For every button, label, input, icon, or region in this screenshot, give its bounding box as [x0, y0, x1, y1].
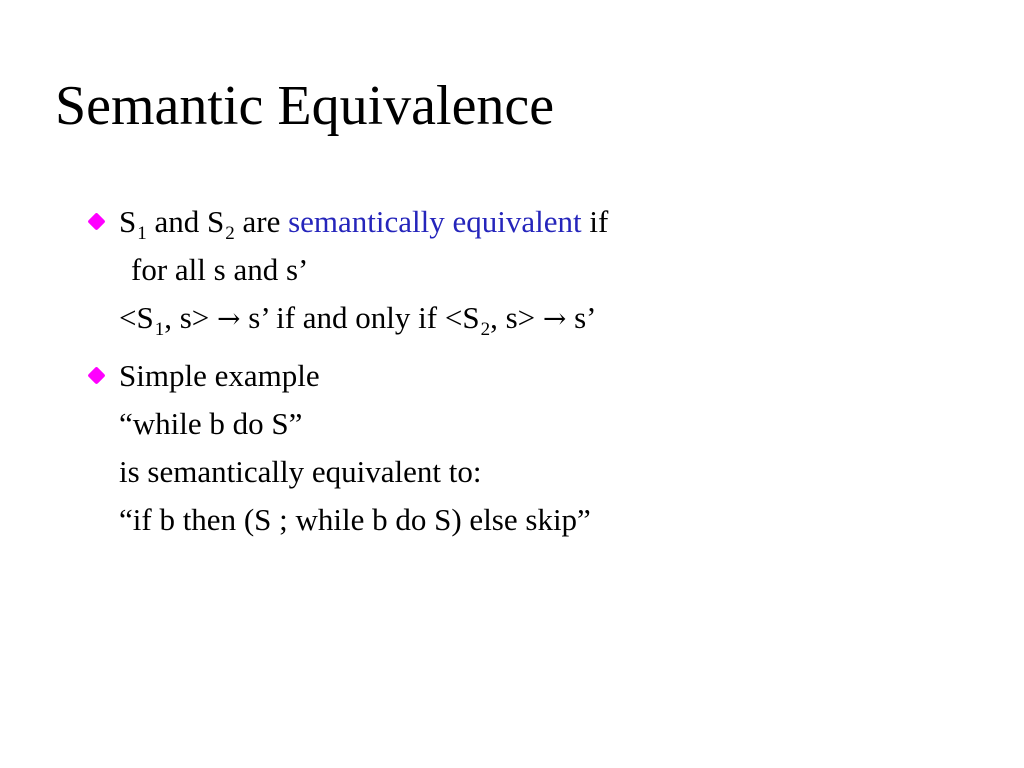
example-line-3: is semantically equivalent to: — [119, 454, 482, 489]
and-statement-s: and S — [154, 204, 225, 239]
config-state-2: , s> — [490, 300, 536, 335]
subscript-2: 2 — [225, 223, 235, 244]
final-state: s’ — [574, 300, 597, 335]
statement-s: S — [119, 204, 137, 239]
config-open: <S — [119, 300, 154, 335]
bullet-item-simple-example — [84, 352, 984, 544]
right-arrow-icon: → — [542, 302, 567, 335]
example-line-2: “while b do S” — [119, 406, 303, 441]
are-text: are — [242, 204, 281, 239]
equivalence-condition: s’ if and only if <S — [248, 300, 480, 335]
subscript-1: 1 — [137, 223, 147, 244]
semantically-equivalent-highlight: semantically equivalent — [288, 204, 582, 239]
definition-line-1 — [119, 198, 984, 246]
bullet-list — [84, 198, 984, 544]
subscript-2-line3: 2 — [480, 319, 491, 340]
subscript-1-line3: 1 — [154, 319, 165, 340]
example-line-1: Simple example — [119, 358, 320, 393]
diamond-bullet-icon — [87, 212, 105, 230]
if-text: if — [589, 204, 609, 239]
diamond-bullet-icon — [87, 366, 105, 384]
definition-line-2: for all s and s’ — [131, 252, 309, 287]
definition-line-3 — [119, 294, 984, 343]
bullet-item-semantic-definition — [84, 198, 984, 343]
slide-title: Semantic Equivalence — [55, 75, 555, 137]
example-line-4: “if b then (S ; while b do S) else skip” — [119, 502, 591, 537]
right-arrow-icon: → — [217, 302, 241, 335]
config-state-1: , s> — [164, 300, 210, 335]
